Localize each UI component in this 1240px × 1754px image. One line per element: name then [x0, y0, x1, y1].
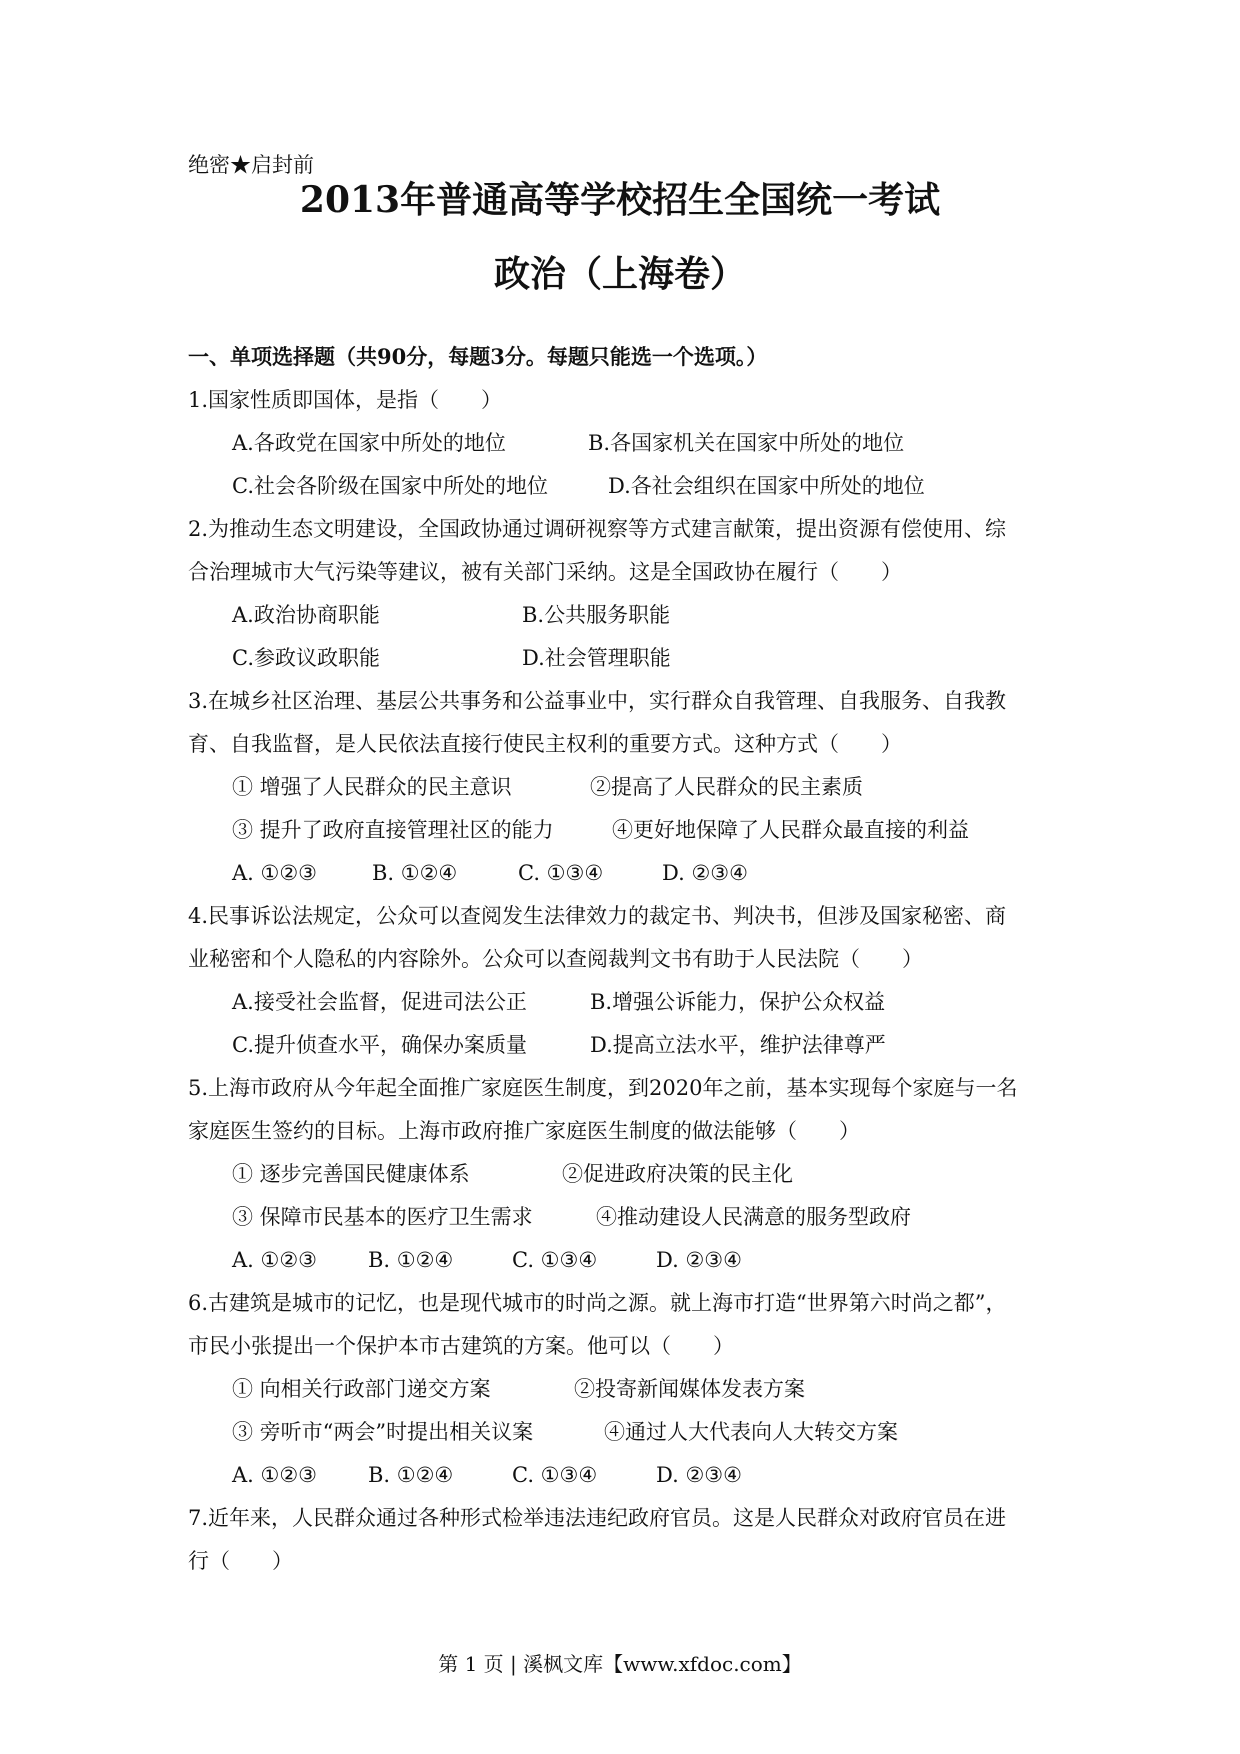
- question-1-option-d: D.各社会组织在国家中所处的地位: [608, 474, 925, 498]
- question-6-option-c: C. ①③④: [512, 1463, 598, 1487]
- question-3-item-2: ②提高了人民群众的民主素质: [590, 775, 863, 799]
- question-1-option-b: B.各国家机关在国家中所处的地位: [588, 431, 905, 455]
- question-6-item-4: ④通过人大代表向人大转交方案: [604, 1420, 898, 1444]
- question-2-stem-line-2: 合治理城市大气污染等建议，被有关部门采纳。这是全国政协在履行（ ）: [188, 560, 902, 584]
- question-3-item-1: ① 增强了人民群众的民主意识: [232, 775, 512, 799]
- question-3-stem-line-2: 育、自我监督，是人民依法直接行使民主权利的重要方式。这种方式（ ）: [188, 732, 902, 756]
- question-3-option-d: D. ②③④: [662, 861, 748, 885]
- question-6-item-3: ③ 旁听市“两会”时提出相关议案: [232, 1420, 534, 1444]
- question-5-option-b: B. ①②④: [368, 1248, 454, 1272]
- question-2-option-b: B.公共服务职能: [522, 603, 671, 627]
- question-7-stem-line-1: 7.近年来，人民群众通过各种形式检举违法违纪政府官员。这是人民群众对政府官员在进: [188, 1506, 1007, 1530]
- question-5-item-4: ④推动建设人民满意的服务型政府: [596, 1205, 911, 1229]
- question-5-item-1: ① 逐步完善国民健康体系: [232, 1162, 470, 1186]
- question-5-stem-line-1: 5.上海市政府从今年起全面推广家庭医生制度，到2020年之前，基本实现每个家庭与一名: [188, 1076, 1018, 1100]
- question-5-option-a: A. ①②③: [232, 1248, 317, 1272]
- secret-mark: 绝密★启封前: [188, 153, 314, 177]
- page-footer: 第 1 页 | 溪枫文库【www.xfdoc.com】: [438, 1652, 802, 1676]
- question-6-item-1: ① 向相关行政部门递交方案: [232, 1377, 491, 1401]
- question-5-item-3: ③ 保障市民基本的医疗卫生需求: [232, 1205, 533, 1229]
- question-2-option-d: D.社会管理职能: [522, 646, 671, 670]
- question-2-option-c: C.参政议政职能: [232, 646, 380, 670]
- question-3-option-c: C. ①③④: [518, 861, 604, 885]
- question-7-stem-line-2: 行（ ）: [188, 1549, 293, 1573]
- question-3-option-a: A. ①②③: [232, 861, 317, 885]
- section-heading: 一、单项选择题（共90分，每题3分。每题只能选一个选项。）: [188, 344, 768, 369]
- question-1-option-c: C.社会各阶级在国家中所处的地位: [232, 474, 548, 498]
- question-3-option-b: B. ①②④: [372, 861, 458, 885]
- question-5-option-d: D. ②③④: [656, 1248, 742, 1272]
- question-4-option-d: D.提高立法水平，维护法律尊严: [590, 1033, 886, 1057]
- question-4-stem-line-2: 业秘密和个人隐私的内容除外。公众可以查阅裁判文书有助于人民法院（ ）: [188, 947, 923, 971]
- question-6-stem-line-1: 6.古建筑是城市的记忆，也是现代城市的时尚之源。就上海市打造“世界第六时尚之都”，: [188, 1291, 1007, 1315]
- question-1-option-a: A.各政党在国家中所处的地位: [232, 431, 506, 455]
- question-6-option-d: D. ②③④: [656, 1463, 742, 1487]
- exam-subtitle: 政治（上海卷）: [493, 253, 746, 295]
- question-1-stem: 1.国家性质即国体，是指（ ）: [188, 388, 503, 412]
- question-6-stem-line-2: 市民小张提出一个保护本市古建筑的方案。他可以（ ）: [188, 1334, 734, 1358]
- question-6-option-b: B. ①②④: [368, 1463, 454, 1487]
- question-3-item-4: ④更好地保障了人民群众最直接的利益: [612, 818, 969, 842]
- question-4-option-a: A.接受社会监督，促进司法公正: [232, 990, 527, 1014]
- question-5-stem-line-2: 家庭医生签约的目标。上海市政府推广家庭医生制度的做法能够（ ）: [188, 1119, 860, 1143]
- question-4-option-c: C.提升侦查水平，确保办案质量: [232, 1033, 527, 1057]
- question-3-stem-line-1: 3.在城乡社区治理、基层公共事务和公益事业中，实行群众自我管理、自我服务、自我教: [188, 689, 1007, 713]
- question-2-stem-line-1: 2.为推动生态文明建设，全国政协通过调研视察等方式建言献策，提出资源有偿使用、综: [188, 517, 1007, 541]
- question-5-option-c: C. ①③④: [512, 1248, 598, 1272]
- question-2-option-a: A.政治协商职能: [232, 603, 380, 627]
- question-5-item-2: ②促进政府决策的民主化: [562, 1162, 793, 1186]
- question-3-item-3: ③ 提升了政府直接管理社区的能力: [232, 818, 554, 842]
- question-4-option-b: B.增强公诉能力，保护公众权益: [590, 990, 886, 1014]
- question-6-item-2: ②投寄新闻媒体发表方案: [574, 1377, 805, 1401]
- exam-title: 2013年普通高等学校招生全国统一考试: [299, 179, 941, 221]
- question-4-stem-line-1: 4.民事诉讼法规定，公众可以查阅发生法律效力的裁定书、判决书，但涉及国家秘密、商: [188, 904, 1007, 928]
- question-6-option-a: A. ①②③: [232, 1463, 317, 1487]
